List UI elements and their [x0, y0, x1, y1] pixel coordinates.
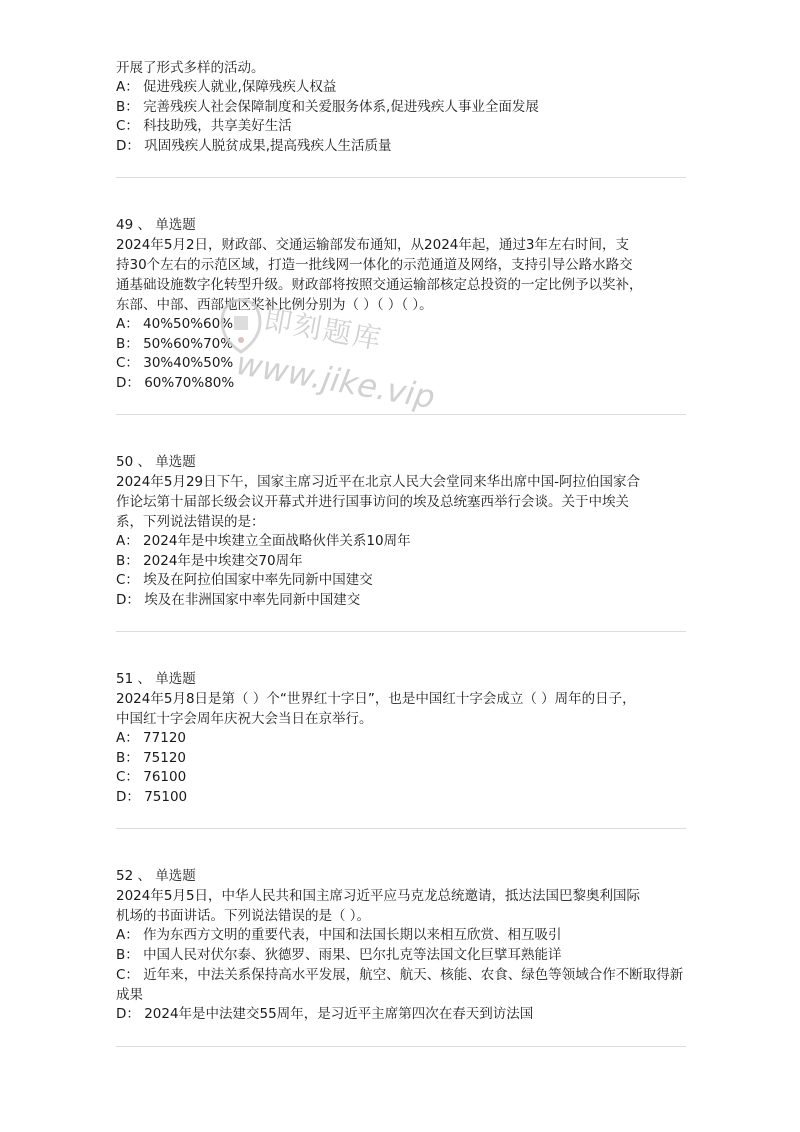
option-text: 科技助残，共享美好生活 [143, 118, 292, 134]
option-label: D： [116, 591, 140, 608]
question-52 [116, 866, 686, 1025]
question-stem-line: 2024年5月2日，财政部、交通运输部发布通知，从2024年起，通过3年左右时间，支 [116, 237, 629, 253]
option-a[interactable] [116, 729, 686, 749]
option-text: 促进残疾人就业,保障残疾人权益 [143, 79, 337, 95]
option-label: D： [116, 137, 140, 154]
option-label: B： [116, 749, 139, 766]
divider [116, 631, 686, 632]
option-text: 2024年是中埃建立全面战略伙伴关系10周年 [143, 533, 411, 549]
option-c[interactable] [116, 571, 686, 591]
option-label: C： [116, 572, 139, 588]
option-label: D： [116, 788, 140, 805]
option-label: A： [116, 730, 139, 746]
option-text: 75100 [144, 788, 188, 805]
option-text: 76100 [143, 769, 187, 785]
option-label: D： [116, 374, 140, 391]
option-d[interactable] [116, 591, 686, 611]
option-text: 埃及在非洲国家中率先同新中国建交 [144, 591, 361, 608]
option-label: A： [116, 79, 139, 95]
option-label: C： [116, 355, 139, 371]
option-text: 巩固残疾人脱贫成果,提高残疾人生活质量 [144, 137, 392, 154]
option-d[interactable] [116, 788, 686, 808]
option-a[interactable] [116, 315, 686, 335]
question-stem-line: 系，下列说法错误的是： [116, 514, 265, 530]
option-d[interactable] [116, 1005, 686, 1025]
option-label: B： [116, 946, 139, 963]
question-stem-tail: 开展了形式多样的活动。 [116, 60, 265, 76]
option-a[interactable] [116, 78, 686, 98]
option-d[interactable] [116, 374, 686, 394]
option-text: 40%50%60% [143, 316, 234, 332]
option-text: 作为东西方文明的重要代表，中国和法国长期以来相互欣赏、相互吸引 [143, 927, 562, 943]
watermark-brand: 即刻题库 [261, 302, 386, 357]
option-label: A： [116, 533, 139, 549]
option-c[interactable] [116, 965, 686, 1005]
document-page [116, 58, 686, 1047]
option-text: 2024年是中法建交55周年，是习近平主席第四次在春天到访法国 [144, 1006, 534, 1022]
option-c[interactable] [116, 117, 686, 137]
divider [116, 414, 686, 415]
option-label: B： [116, 335, 139, 352]
question-header: 50 、 单选题 [116, 454, 196, 470]
option-text: 近年来，中法关系保持高水平发展，航空、航天、核能、农食、绿色等领域合作不断取得新成果 [116, 967, 684, 1003]
option-c[interactable] [116, 354, 686, 374]
option-label: A： [116, 316, 139, 332]
option-a[interactable] [116, 926, 686, 946]
option-text: 埃及在阿拉伯国家中率先同新中国建交 [143, 572, 373, 588]
option-d[interactable] [116, 137, 686, 157]
option-text: 75120 [143, 749, 187, 766]
option-text: 中国人民对伏尔泰、狄德罗、雨果、巴尔扎克等法国文化巨擘耳熟能详 [143, 946, 562, 963]
option-b[interactable] [116, 946, 686, 966]
divider [116, 828, 686, 829]
option-text: 60%70%80% [144, 374, 235, 391]
option-text: 50%60%70% [143, 335, 234, 352]
option-b[interactable] [116, 552, 686, 572]
option-text: 30%40%50% [143, 355, 234, 371]
watermark-url: www.jike.vip [233, 344, 438, 417]
option-label: D： [116, 1006, 140, 1022]
option-text: 完善残疾人社会保障制度和关爱服务体系,促进残疾人事业全面发展 [143, 98, 539, 115]
option-label: C： [116, 118, 139, 134]
question-stem-line: 通基础设施数字化转型升级。财政部将按照交通运输部核定总投资的一定比例予以奖补， [116, 277, 643, 293]
option-text: 77120 [143, 730, 186, 746]
option-a[interactable] [116, 532, 686, 552]
divider [116, 1046, 686, 1047]
question-stem-line: 2024年5月8日是第（ ）个“世界红十字日”，也是中国红十字会成立（ ）周年的日子， [116, 691, 636, 707]
question-stem-line: 持30个左右的示范区域，打造一批线网一体化的示范通道及网络，支持引导公路水路交 [116, 257, 633, 273]
option-c[interactable] [116, 768, 686, 788]
question-49 [116, 215, 686, 393]
option-label: A： [116, 927, 139, 943]
option-label: C： [116, 769, 139, 785]
option-b[interactable] [116, 335, 686, 355]
option-label: C： [116, 967, 139, 983]
question-stem-line: 2024年5月5日，中华人民共和国主席习近平应马克龙总统邀请，抵达法国巴黎奥利国际 [116, 888, 641, 904]
question-header: 49 、 单选题 [116, 217, 196, 233]
option-label: B： [116, 98, 139, 115]
question-stem-line: 中国红十字会周年庆祝大会当日在京举行。 [116, 711, 373, 727]
option-b[interactable] [116, 749, 686, 769]
question-50 [116, 452, 686, 610]
divider [116, 177, 686, 178]
question-stem-line: 作论坛第十届部长级会议开幕式并进行国事访问的埃及总统塞西举行会谈。关于中埃关 [116, 494, 629, 510]
question-stem-line: 东部、中部、西部地区奖补比例分别为（ ）（ ）（ ）。 [116, 297, 433, 313]
question-stem-line: 2024年5月29日下午，国家主席习近平在北京人民大会堂同来华出席中国-阿拉伯国家合 [116, 474, 640, 490]
option-text: 2024年是中埃建交70周年 [143, 552, 303, 569]
question-header: 52 、 单选题 [116, 868, 196, 884]
option-b[interactable] [116, 98, 686, 118]
option-label: B： [116, 552, 139, 569]
question-header: 51 、 单选题 [116, 671, 196, 687]
question-stem-line: 机场的书面讲话。下列说法错误的是（ ）。 [116, 908, 371, 924]
question-48-tail [116, 58, 686, 156]
question-51 [116, 669, 686, 807]
